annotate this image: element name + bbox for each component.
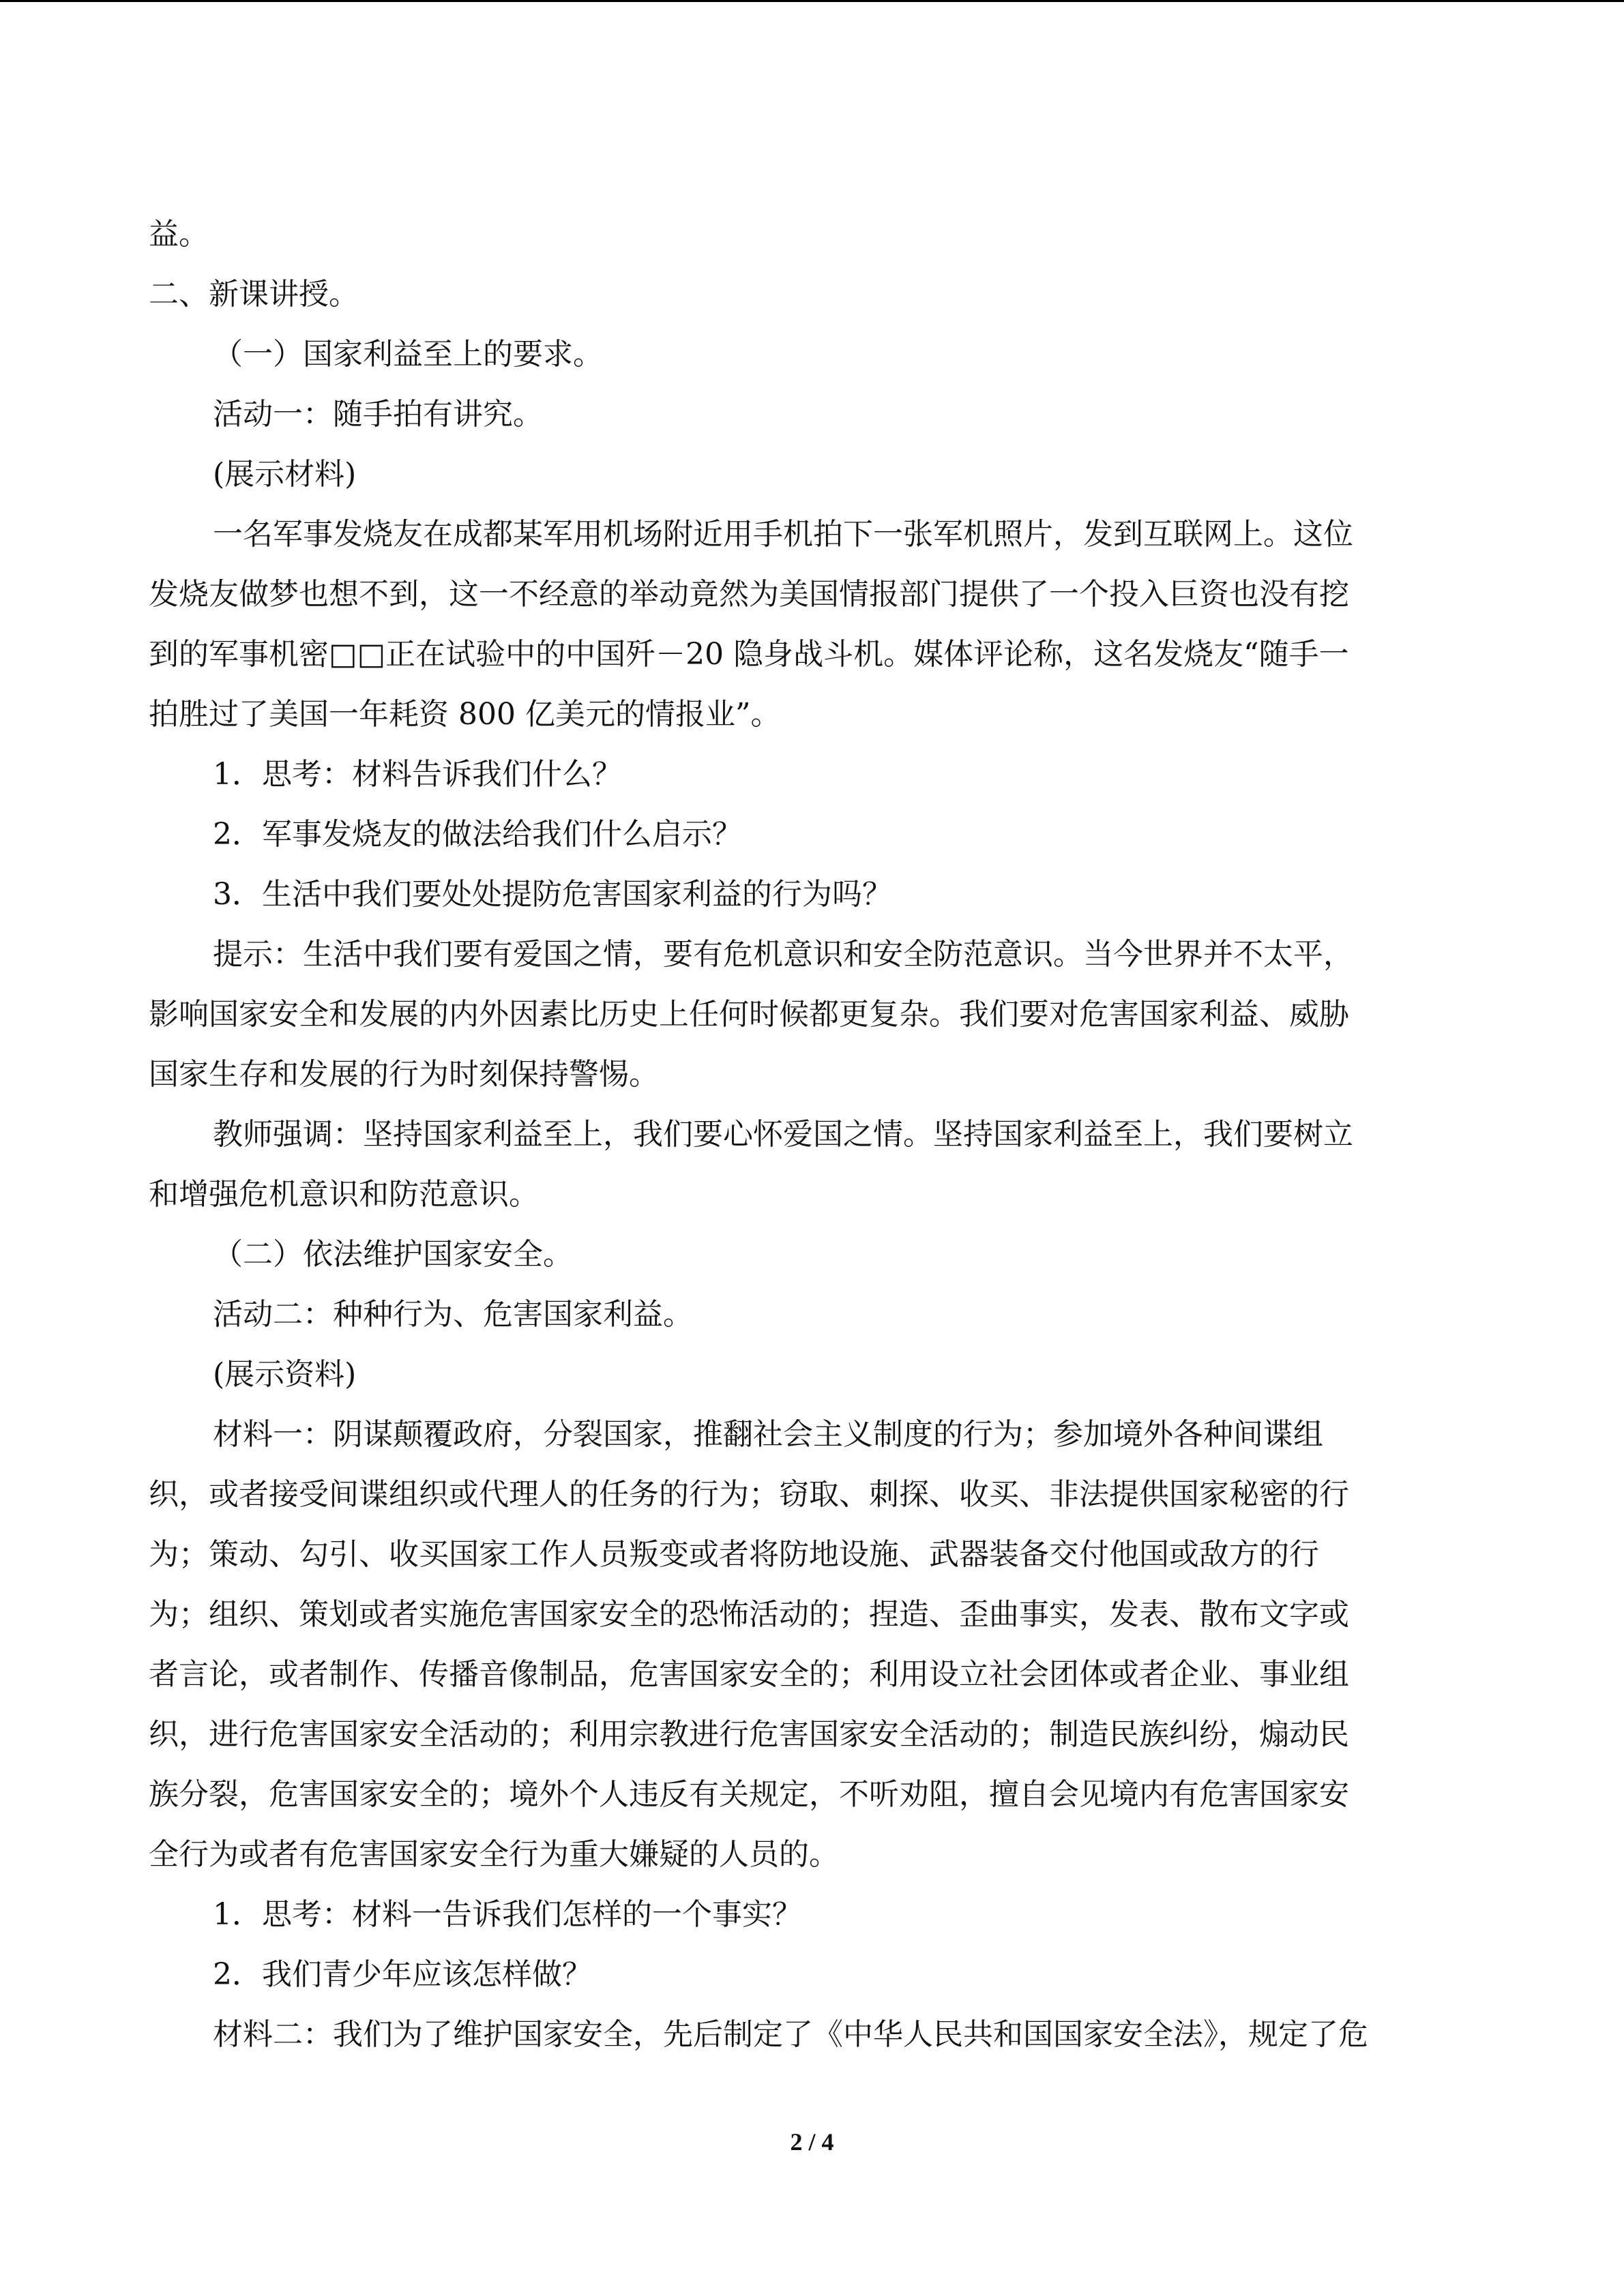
paragraph-line: 国家生存和发展的行为时刻保持警惕。: [149, 1057, 659, 1092]
question-item: 2．军事发烧友的做法给我们什么启示？: [213, 817, 742, 852]
paragraph-line: 和增强危机意识和防范意识。: [149, 1177, 539, 1212]
paragraph-line: 发烧友做梦也想不到，这一不经意的举动竟然为美国情报部门提供了一个投入巨资也没有挖: [149, 577, 1349, 612]
paragraph-line: 织，进行危害国家安全活动的；利用宗教进行危害国家安全活动的；制造民族纠纷，煽动民: [149, 1717, 1349, 1752]
paragraph-line: 一名军事发烧友在成都某军用机场附近用手机拍下一张军机照片，发到互联网上。这位: [213, 517, 1353, 552]
paragraph-line: 拍胜过了美国一年耗资 800 亿美元的情报业”。: [149, 697, 781, 732]
material-label: (展示材料): [213, 457, 357, 492]
paragraph-line: 全行为或者有危害国家安全行为重大嫌疑的人员的。: [149, 1837, 839, 1872]
question-item: 3．生活中我们要处处提防危害国家利益的行为吗？: [213, 877, 892, 912]
question-item: 2．我们青少年应该怎样做？: [213, 1957, 592, 1992]
paragraph-line: 织，或者接受间谍组织或代理人的任务的行为；窃取、刺探、收买、非法提供国家秘密的行: [149, 1477, 1349, 1512]
paragraph-line: 材料一：阴谋颠覆政府，分裂国家，推翻社会主义制度的行为；参加境外各种间谍组: [213, 1417, 1323, 1452]
paragraph-line: 者言论，或者制作、传播音像制品，危害国家安全的；利用设立社会团体或者企业、事业组: [149, 1657, 1349, 1692]
paragraph-line: 材料二：我们为了维护国家安全，先后制定了《中华人民共和国国家安全法》，规定了危: [213, 2017, 1368, 2052]
paragraph-line: 提示：生活中我们要有爱国之情，要有危机意识和安全防范意识。当今世界并不太平，: [213, 937, 1353, 972]
subsection-heading: （一）国家利益至上的要求。: [213, 337, 603, 372]
paragraph-line: 为；组织、策划或者实施危害国家安全的恐怖活动的；捏造、歪曲事实，发表、散布文字或: [149, 1597, 1349, 1632]
question-item: 1．思考：材料一告诉我们怎样的一个事实？: [213, 1897, 802, 1932]
text-line: 益。: [149, 217, 209, 252]
subsection-heading: （二）依法维护国家安全。: [213, 1237, 573, 1272]
material-label: (展示资料): [213, 1357, 357, 1392]
paragraph-line: 到的军事机密□□正在试验中的中国歼－20 隐身战斗机。媒体评论称，这名发烧友“随手一: [149, 637, 1349, 672]
paragraph-line: 影响国家安全和发展的内外因素比历史上任何时候都更复杂。我们要对危害国家利益、威胁: [149, 997, 1349, 1032]
paragraph-line: 教师强调：坚持国家利益至上，我们要心怀爱国之情。坚持国家利益至上，我们要树立: [213, 1117, 1353, 1152]
document-body: [149, 205, 1475, 2065]
section-heading: 二、新课讲授。: [149, 277, 359, 312]
paragraph-line: 为；策动、勾引、收买国家工作人员叛变或者将防地设施、武器装备交付他国或敌方的行: [149, 1537, 1319, 1572]
paragraph-line: 族分裂，危害国家安全的；境外个人违反有关规定，不听劝阻，擅自会见境内有危害国家安: [149, 1777, 1349, 1812]
page-number: 2 / 4: [790, 2128, 834, 2156]
question-item: 1．思考：材料告诉我们什么？: [213, 757, 622, 792]
activity-title: 活动一：随手拍有讲究。: [213, 397, 543, 432]
top-border-line: [0, 0, 1624, 2]
activity-title: 活动二：种种行为、危害国家利益。: [213, 1297, 693, 1332]
